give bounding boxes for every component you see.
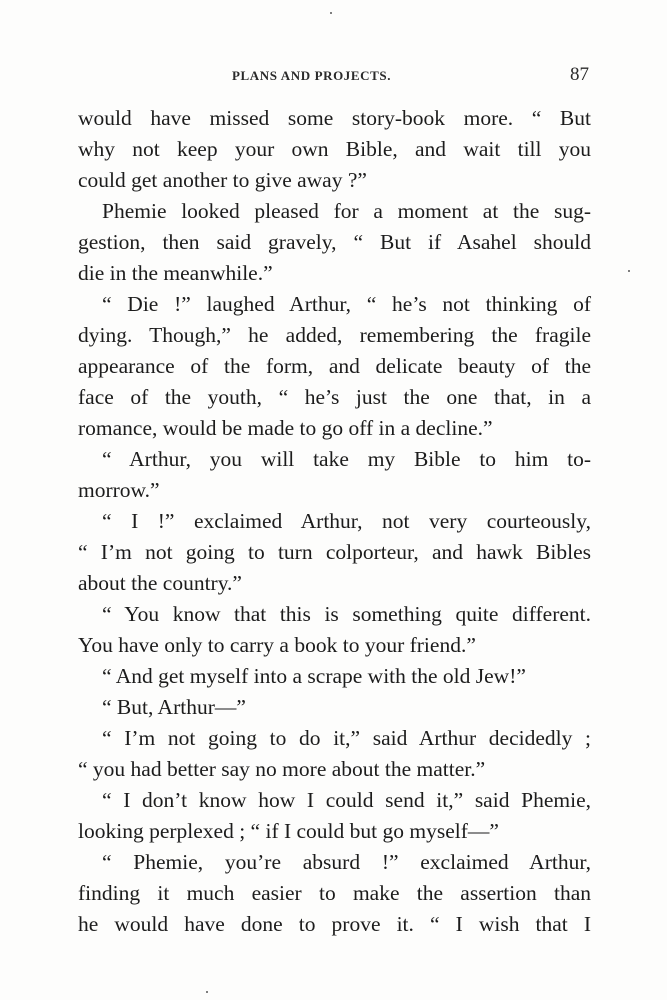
- paper-speck: [330, 12, 332, 14]
- text-line: “ you had better say no more about the matter.”: [78, 757, 486, 781]
- text-line: “ But, Arthur—”: [102, 695, 246, 719]
- text-line: could get another to give away ?”: [78, 168, 367, 192]
- text-line: “ And get myself into a scrape with the old Jew!”: [102, 664, 526, 688]
- text-line: finding it much easier to make the assertion than: [78, 881, 591, 905]
- text-line: why not keep your own Bible, and wait till you: [78, 137, 591, 161]
- text-line: about the country.”: [78, 571, 242, 595]
- text-line: “ Die !” laughed Arthur, “ he’s not thinking of: [102, 292, 591, 316]
- text-line: gestion, then said gravely, “ But if Asahel should: [78, 230, 591, 254]
- text-line: “ Arthur, you will take my Bible to him to-: [102, 447, 591, 471]
- text-line: would have missed some story-book more. “ But: [78, 106, 591, 130]
- text-line: “ You know that this is something quite different.: [102, 602, 591, 626]
- text-line: “ I’m not going to do it,” said Arthur decidedly ;: [102, 726, 591, 750]
- text-line: he would have done to prove it. “ I wish that I: [78, 912, 591, 936]
- page-number: 87: [570, 64, 589, 85]
- paper-speck: [628, 270, 630, 272]
- text-line: morrow.”: [78, 478, 160, 502]
- text-line: looking perplexed ; “ if I could but go myself—”: [78, 819, 499, 843]
- text-line: appearance of the form, and delicate beauty of the: [78, 354, 591, 378]
- text-line: romance, would be made to go off in a decline.”: [78, 416, 493, 440]
- text-line: Phemie looked pleased for a moment at the sug-: [102, 199, 591, 223]
- text-line: “ I don’t know how I could send it,” said Phemie,: [102, 788, 591, 812]
- running-head: PLANS AND PROJECTS.: [232, 68, 392, 83]
- text-line: “ I’m not going to turn colporteur, and hawk Bibles: [78, 540, 591, 564]
- paper-speck: [206, 991, 208, 993]
- text-line: face of the youth, “ he’s just the one that, in a: [78, 385, 591, 409]
- text-line: dying. Though,” he added, remembering the fragile: [78, 323, 591, 347]
- text-line: You have only to carry a book to your friend.”: [78, 633, 476, 657]
- text-line: “ Phemie, you’re absurd !” exclaimed Arthur,: [102, 850, 591, 874]
- text-line: “ I !” exclaimed Arthur, not very courteously,: [102, 509, 591, 533]
- text-line: die in the meanwhile.”: [78, 261, 273, 285]
- body-text: [78, 103, 591, 940]
